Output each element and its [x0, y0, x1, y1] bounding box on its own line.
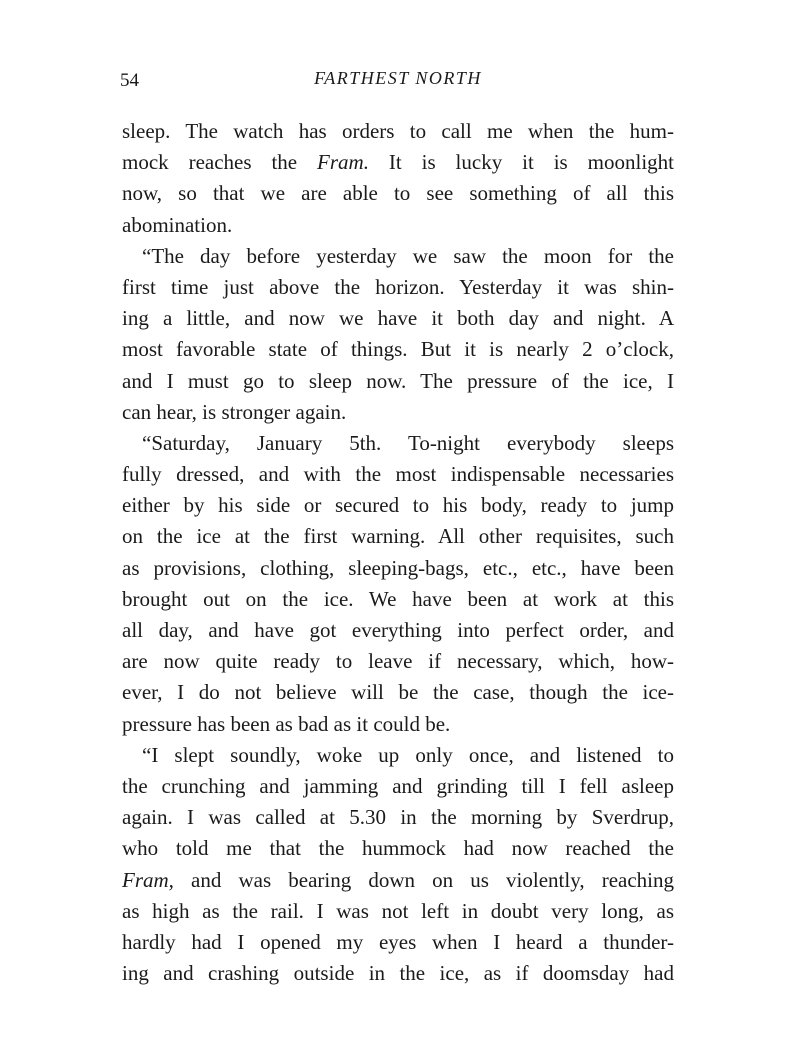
running-title: FARTHEST NORTH	[314, 68, 482, 88]
text-line	[122, 397, 674, 428]
text-line	[122, 584, 674, 615]
text-segment: ever, I do not believe will be the case, though the ice-	[122, 680, 674, 705]
text-segment: pressure has been as bad as it could be.	[122, 711, 451, 736]
text-segment: as provisions, clothing, sleeping-bags, etc., etc., have been	[122, 555, 674, 580]
text-line	[122, 428, 674, 459]
text-segment: can hear, is stronger again.	[122, 399, 347, 424]
text-line	[122, 865, 674, 896]
text-segment: as high as the rail. I was not left in doubt very long, as	[122, 898, 674, 923]
text-line	[122, 553, 674, 584]
paragraph	[122, 241, 674, 428]
text-segment: ing a little, and now we have it both day and night. A	[122, 306, 674, 331]
text-segment: are now quite ready to leave if necessary, which, how-	[122, 649, 674, 674]
text-line	[122, 272, 674, 303]
text-segment: and I must go to sleep now. The pressure of the ice, I	[122, 368, 674, 393]
text-line	[122, 334, 674, 365]
text-segment: brought out on the ice. We have been at work at this	[122, 586, 674, 611]
text-line	[122, 366, 674, 397]
text-segment: ing and crashing outside in the ice, as if doomsday had	[122, 961, 674, 986]
page-number: 54	[120, 70, 139, 91]
text-segment: sleep. The watch has orders to call me when the hum-	[122, 119, 674, 143]
text-line	[122, 116, 674, 147]
text-segment: most favorable state of things. But it is nearly 2 o’clock,	[122, 337, 674, 362]
text-line	[122, 677, 674, 708]
text-segment: hardly had I opened my eyes when I heard a thunder-	[122, 929, 674, 954]
paragraph	[122, 740, 674, 990]
paragraph	[122, 428, 674, 740]
italic-text: Fram,	[122, 867, 174, 892]
text-segment: abomination.	[122, 212, 233, 237]
text-line	[122, 490, 674, 521]
text-segment: again. I was called at 5.30 in the morning by Sverdrup,	[122, 805, 674, 830]
text-line	[122, 178, 674, 209]
text-line	[122, 147, 674, 178]
text-line	[122, 210, 674, 241]
text-segment: now, so that we are able to see something of all this	[122, 181, 674, 206]
text-segment: mock reaches the	[122, 150, 318, 175]
text-line	[122, 615, 674, 646]
text-line	[122, 740, 674, 771]
text-line	[122, 459, 674, 490]
text-segment: “Saturday, January 5th. To-night everybody sleeps	[142, 430, 674, 455]
text-line	[122, 771, 674, 802]
text-line	[122, 802, 674, 833]
text-segment: either by his side or secured to his body, ready to jump	[122, 493, 674, 518]
text-segment: all day, and have got everything into perfect order, and	[122, 618, 674, 642]
text-segment: on the ice at the first warning. All other requisites, such	[122, 524, 674, 549]
text-segment: who told me that the hummock had now reached the	[122, 836, 674, 861]
text-segment: It is lucky it is moonlight	[368, 150, 674, 175]
text-segment: the crunching and jamming and grinding till I fell asleep	[122, 773, 674, 798]
body-text	[122, 116, 674, 989]
text-line	[122, 709, 674, 740]
text-segment: “I slept soundly, woke up only once, and listened to	[142, 742, 674, 767]
italic-text: Fram.	[317, 150, 369, 175]
paragraph	[122, 116, 674, 241]
text-segment: and was bearing down on us violently, reaching	[173, 867, 674, 892]
text-line	[122, 896, 674, 927]
text-line	[122, 646, 674, 677]
text-segment: first time just above the horizon. Yesterday it was shin-	[122, 274, 674, 299]
text-line	[122, 958, 674, 989]
text-line	[122, 521, 674, 552]
text-segment: fully dressed, and with the most indispensable necessaries	[122, 462, 674, 487]
text-line	[122, 927, 674, 958]
page-header	[120, 64, 676, 94]
text-line	[122, 303, 674, 334]
text-line	[122, 833, 674, 864]
text-segment: “The day before yesterday we saw the moon for the	[142, 243, 674, 268]
text-line	[122, 241, 674, 272]
